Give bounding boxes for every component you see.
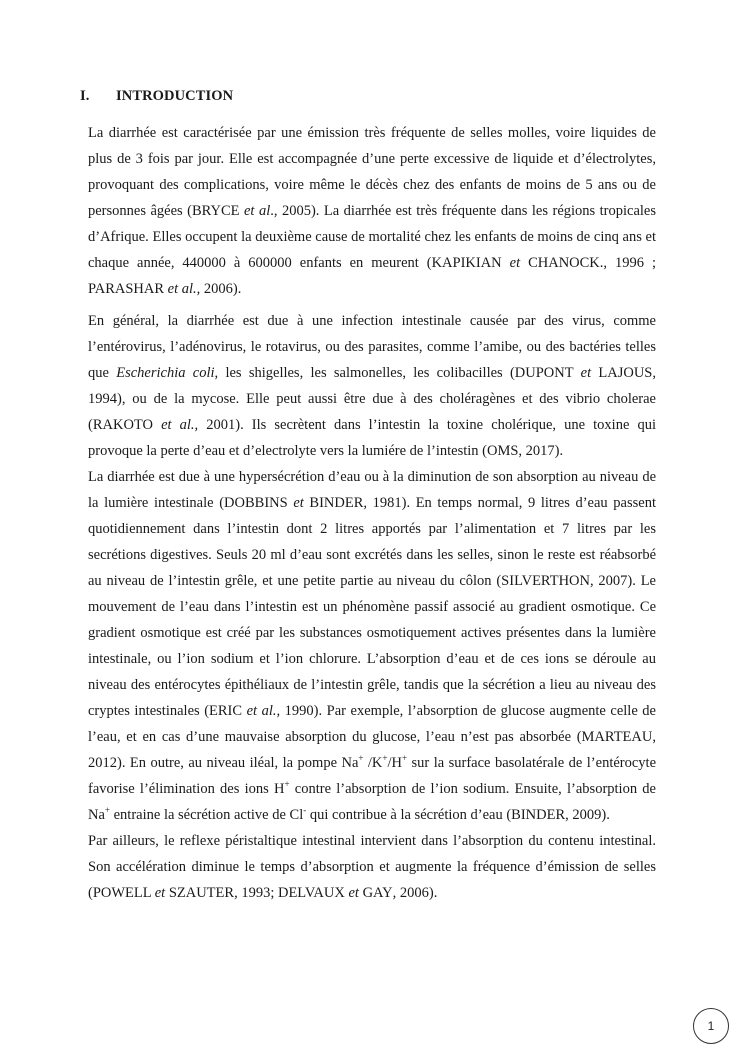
paragraph-1: La diarrhée est caractérisée par une émission très fréquente de selles molles, voire liquides de plus de 3 fois par jour. Elle est accompagnée d’une perte excessive de liquide et d’électrolytes, provoquant des complications, voire même le décès chez des enfants de moins de 5 ans ou de personnes âgées (BRYCE et al., 2005). La diarrhée est très fréquente dans les régions tropicales d’Afrique. Elles occupent la deuxième cause de mortalité chez les enfants de moins de cinq ans et chaque année, 440000 à 600000 enfants en meurent (KAPIKIAN et CHANOCK., 1996 ; PARASHAR et al., 2006). (88, 125, 657, 297)
page-number-badge (693, 1008, 729, 1044)
paragraph-4: Par ailleurs, le reflexe péristaltique intestinal intervient dans l’absorption du contenu intestinal. Son accélération diminue le temps d’absorption et augmente la fréquence d’émission de selles (POWELL et SZAUTER, 1993; DELVAUX et GAY, 2006). (88, 833, 656, 901)
paragraph-2: En général, la diarrhée est due à une infection intestinale causée par des virus, comme l’entérovirus, l’adénovirus, le rotavirus, ou des parasites, comme l’amibe, ou des bactéries telles que Escherichia coli, les shigelles, les salmonelles, les colibacilles (DUPONT et LAJOUS, 1994), ou de la mycose. Elle peut aussi être due à des choléragènes et des vibrio cholerae (RAKOTO et al., 2001). Ils secrètent dans l’intestin la toxine cholérique, une toxine qui provoque la perte d’eau et d’electrolyte vers la lumiére de l’intestin (OMS, 2017). (88, 313, 657, 459)
section-heading (80, 88, 233, 105)
section-title: INTRODUCTION (116, 88, 234, 104)
section-number: I. (80, 88, 90, 104)
page-number: 1 (707, 1019, 715, 1033)
body-text (88, 120, 656, 906)
paragraph-3: La diarrhée est due à une hypersécrétion d’eau ou à la diminution de son absorption au niveau de la lumière intestinale (DOBBINS et BINDER, 1981). En temps normal, 9 litres d’eau passent quotidiennement dans l’intestin dont 2 litres apportés par l’alimentation et 7 litres par les secrétions digestives. Seuls 20 ml d’eau sont excrétés dans les selles, sinon le reste est réabsorbé au niveau de l’intestin grêle, et une petite partie au niveau du côlon (SILVERTHON, 2007). Le mouvement de l’eau dans l’intestin est un phénomène passif associé au gradient osmotique. Ce gradient osmotique est créé par les substances osmotiquement actives présentes dans la lumière intestinale, ou l’ion sodium et l’ion chlorure. L’absorption d’eau et de ces ions se déroule au niveau des entérocytes épithéliaux de l’intestin grêle, tandis que la sécrétion a lieu au niveau des cryptes intestinales (ERIC et al., 1990). Par exemple, l’absorption de glucose augmente celle de l’eau, et en cas d’une mauvaise absorption du glucose, l’eau n’est pas absorbée (MARTEAU, 2012). En outre, au niveau iléal, la pompe Na+ /K+/H+ sur la surface basolatérale de l’entérocyte favorise l’élimination des ions H+ contre l’absorption de l’ion sodium. Ensuite, l’absorption de Na+ entraine la sécrétion active de Cl- qui contribue à la sécrétion d’eau (BINDER, 2009). (88, 469, 657, 823)
